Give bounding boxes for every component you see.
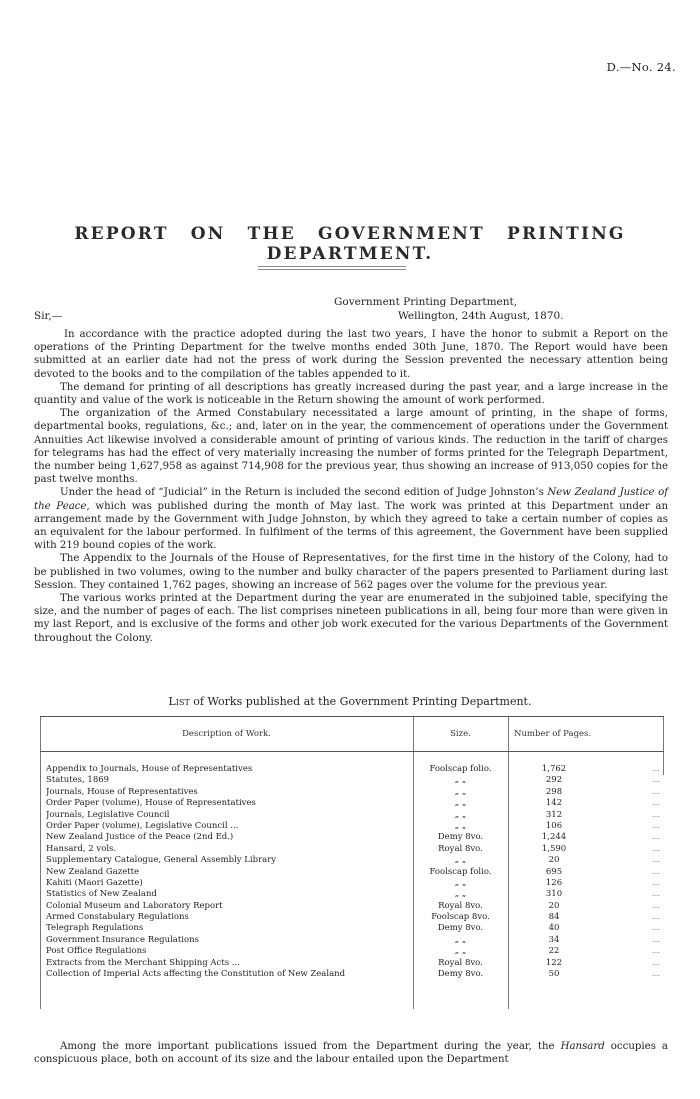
work-size: „ „	[454, 809, 467, 820]
table-row	[40, 946, 664, 957]
leader-dots: ...	[651, 843, 660, 854]
work-size: Demy 8vo.	[437, 969, 484, 980]
paragraph-6: The various works printed at the Department during the year are enumerated in the subjoined table, specifying the size, and the number of pages of each. The list comprises nineteen publications in all, being four more than were given in my last Report, and is exclusive of the forms and other job work executed for the various Departments of the Government throughout the Colony.	[34, 593, 668, 644]
leader-dots: ...	[651, 946, 660, 957]
work-size: Royal 8vo.	[438, 957, 483, 968]
table-row	[40, 969, 664, 980]
work-pages: 312	[545, 809, 563, 820]
leader-dots: ...	[651, 809, 660, 820]
title-rule-upper	[258, 266, 406, 267]
work-pages: 122	[545, 957, 563, 968]
table-row	[40, 810, 664, 821]
work-description: Supplementary Catalogue, General Assembly Library	[46, 855, 277, 866]
work-pages: 298	[545, 786, 563, 797]
leader-dots: ...	[651, 866, 660, 877]
table-row	[40, 821, 664, 832]
work-pages: 40	[548, 923, 560, 934]
work-size: Foolscap folio.	[429, 764, 492, 774]
leader-dots: ...	[651, 900, 660, 911]
work-size: „ „	[454, 889, 467, 900]
hansard-title: Hansard	[560, 1041, 605, 1052]
paragraph-3: The organization of the Armed Constabulary necessitated a large amount of printing, in the shape of forms, departmental books, regulations, &c.; and, later on in the year, the commencement of operations under the Government Annuities Act likewise involved a considerable amount of printing of various kinds. The reduction in the tariff of charges for telegrams has had the effect of very materially increasing the number of forms printed for the Telegraph Department, the number being 1,627,958 as against 714,908 for the previous year, thus showing an increase of 913,050 copies for the past twelve months.	[34, 408, 668, 486]
leader-dots: ...	[651, 969, 660, 980]
work-size: „ „	[454, 946, 467, 957]
work-description: Statutes, 1869	[46, 775, 110, 786]
letter-body	[34, 328, 668, 645]
table-row	[40, 844, 664, 855]
table-row	[40, 923, 664, 934]
paragraph-5: The Appendix to the Journals of the House of Representatives, for the first time in the history of the Colony, had to be published in two volumes, owing to the number and bulky character of the papers presented to Parliament during last Session. They contained 1,762 pages, showing an increase of 562 pages over the volume for the previous year.	[34, 553, 668, 591]
work-description: New Zealand Gazette	[46, 866, 140, 877]
table-row	[40, 855, 664, 866]
work-pages: 106	[545, 820, 563, 831]
leader-dots: ...	[651, 775, 660, 786]
work-description: Appendix to Journals, House of Representatives	[46, 764, 253, 774]
work-description: Government Insurance Regulations	[46, 934, 199, 945]
work-pages: 126	[545, 877, 563, 888]
work-size: Royal 8vo.	[438, 843, 483, 854]
header-description: Description of Work.	[182, 729, 271, 739]
work-pages: 20	[548, 900, 560, 911]
work-size: Foolscap 8vo.	[431, 912, 490, 923]
table-row	[40, 832, 664, 843]
leader-dots: ...	[651, 889, 660, 900]
table-row	[40, 798, 664, 809]
work-description: Hansard, 2 vols.	[46, 843, 117, 854]
table-row	[40, 775, 664, 786]
work-pages: 1,244	[541, 832, 567, 843]
list-title-smallcaps: List	[168, 695, 190, 708]
table-row	[40, 787, 664, 798]
works-table	[40, 716, 664, 1017]
header-pages: Number of Pages.	[514, 729, 592, 739]
table-header-rule	[40, 751, 664, 752]
work-description: Colonial Museum and Laboratory Report	[46, 900, 223, 911]
paragraph-4-end: , which was published during the month of May last. The work was printed at this Department under an arrangement made by the Government with Judge Johnston, by which they agreed to take a certain number of copies as an equivalent for the labour performed. In fulfilment of the terms of this agreement, the Government have been supplied with 219 bound copies of the work.	[34, 500, 669, 552]
place-date: Wellington, 24th August, 1870.	[398, 310, 564, 322]
work-size: „ „	[454, 786, 467, 797]
work-pages: 20	[548, 855, 560, 866]
paragraph-4-start: Under the head of “Judicial” in the Return is included the second edition of Judge Johnston’s	[60, 487, 548, 499]
table-row	[40, 889, 664, 900]
closing-start: Among the more important publications issued from the Department during the year, the	[60, 1041, 561, 1052]
work-size: „ „	[454, 877, 467, 888]
work-pages: 292	[545, 775, 563, 786]
table-row	[40, 867, 664, 878]
work-size: „ „	[454, 820, 467, 831]
work-description: Journals, Legislative Council	[46, 809, 170, 820]
work-description: Journals, House of Representatives	[46, 786, 198, 797]
work-pages: 50	[548, 969, 560, 980]
table-row	[40, 901, 664, 912]
justice-of-peace-title: New Zealand Justice of the Peace	[34, 487, 668, 512]
work-pages: 34	[548, 934, 560, 945]
paragraph-1: In accordance with the practice adopted during the last two years, I have the honor to submit a Report on the operations of the Printing Department for the twelve months ended 30th June, 1870. The Report would have been submitted at an earlier date had not the press of work during the Session prevented the necessary attention being devoted to the books and to the compilation of the tables appended to it.	[34, 329, 668, 380]
list-title-rest: of Works published at the Government Printing Department.	[189, 695, 532, 708]
work-size: Foolscap folio.	[429, 866, 492, 877]
leader-dots: ...	[651, 855, 660, 866]
work-description: Kahiti (Maori Gazette)	[46, 877, 143, 888]
leader-dots: ...	[651, 820, 660, 831]
leader-dots: ...	[651, 877, 660, 888]
work-description: Order Paper (volume), House of Representatives	[46, 798, 256, 809]
header-size: Size.	[450, 729, 471, 739]
work-description: Armed Constabulary Regulations	[46, 912, 189, 923]
work-description: Order Paper (volume), Legislative Council ...	[46, 820, 239, 831]
work-size: „ „	[454, 798, 467, 809]
work-size: „ „	[454, 934, 467, 945]
closing-end: occupies a conspicuous place, both on account of its size and the labour entailed upon the Department	[34, 1041, 668, 1066]
work-size: „ „	[454, 855, 467, 866]
work-pages: 84	[548, 912, 560, 923]
work-size: Demy 8vo.	[437, 832, 484, 843]
salutation: Sir,—	[34, 310, 63, 322]
leader-dots: ...	[651, 786, 660, 797]
leader-dots: ...	[651, 923, 660, 934]
table-row	[40, 878, 664, 889]
table-row	[40, 958, 664, 969]
work-description: Collection of Imperial Acts affecting the Constitution of New Zealand	[46, 969, 346, 980]
title-rule-lower	[258, 269, 406, 270]
table-row	[40, 912, 664, 923]
table-row	[40, 764, 664, 775]
table-rows	[40, 764, 664, 980]
report-title: REPORT ON THE GOVERNMENT PRINTING DEPARTMENT.	[74, 224, 626, 264]
work-pages: 1,590	[541, 843, 567, 854]
work-size: Demy 8vo.	[437, 923, 484, 934]
closing-text	[34, 1040, 668, 1066]
work-description: Telegraph Regulations	[46, 923, 144, 934]
list-title	[0, 695, 700, 708]
work-pages: 142	[545, 798, 563, 809]
leader-dots: ...	[651, 832, 660, 843]
work-description: New Zealand Justice of the Peace (2nd Ed.)	[46, 832, 234, 843]
paragraph-4	[34, 486, 668, 552]
work-size: „ „	[454, 775, 467, 786]
closing-paragraph	[34, 1040, 668, 1066]
leader-dots: ...	[651, 764, 660, 774]
work-pages: 22	[548, 946, 560, 957]
leader-dots: ...	[651, 912, 660, 923]
leader-dots: ...	[651, 798, 660, 809]
leader-dots: ...	[651, 957, 660, 968]
table-row	[40, 935, 664, 946]
page-reference: D.—No. 24.	[606, 60, 676, 74]
sender-department: Government Printing Department,	[334, 296, 518, 308]
work-description: Post Office Regulations	[46, 946, 147, 957]
work-description: Extracts from the Merchant Shipping Acts ...	[46, 957, 240, 968]
work-pages: 695	[545, 866, 563, 877]
paragraph-2: The demand for printing of all descriptions has greatly increased during the past year, and a large increase in the quantity and value of the work is noticeable in the Return showing the amount of work performed.	[34, 381, 668, 407]
work-size: Royal 8vo.	[438, 900, 483, 911]
work-pages: 1,762	[541, 764, 567, 774]
leader-dots: ...	[651, 934, 660, 945]
work-pages: 310	[545, 889, 563, 900]
work-description: Statistics of New Zealand	[46, 889, 157, 900]
